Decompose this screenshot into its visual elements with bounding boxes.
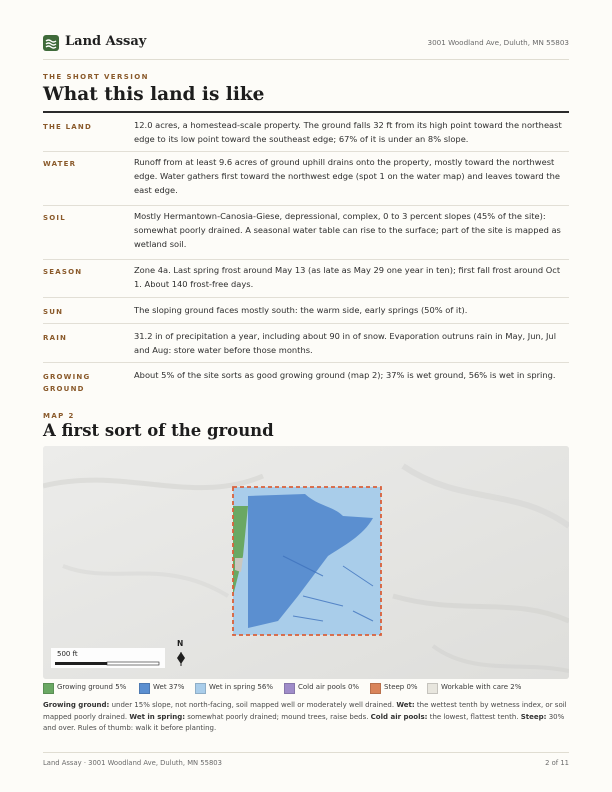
note-text: somewhat poorly drained; mound trees, raise beds. <box>185 712 371 721</box>
legend-swatch <box>139 683 150 694</box>
note-text: the wettest tenth by wetness index, or soil mapped poorly drained. <box>43 701 567 721</box>
page-number: 2 of 11 <box>545 759 569 767</box>
map-notes <box>43 700 569 735</box>
row-label: RAIN <box>43 334 68 342</box>
section-kicker: THE SHORT VERSION <box>43 73 149 81</box>
legend-label: Wet in spring 56% <box>209 683 273 691</box>
legend-label: Steep 0% <box>384 683 418 691</box>
row-label: THE LAND <box>43 123 92 131</box>
legend-label: Wet 37% <box>153 683 185 691</box>
brand-name: Land Assay <box>65 34 147 49</box>
row-text: 31.2 in of precipitation a year, including about 90 in of snow. Evaporation outruns rain in May, Jun, Jul and Aug: store water before those months. <box>134 331 556 356</box>
title-divider <box>43 111 569 113</box>
footer-divider <box>43 752 569 753</box>
row-label: SUN <box>43 308 64 316</box>
row-text: The sloping ground faces mostly south: the warm side, early springs (50% of it). <box>134 305 468 315</box>
legend-swatch <box>370 683 381 694</box>
legend-swatch <box>195 683 206 694</box>
ground-sort-map[interactable] <box>43 446 569 679</box>
property-parcel <box>233 487 381 635</box>
map-title: A first sort of the ground <box>43 421 274 440</box>
scale-label: 500 ft <box>57 650 78 658</box>
legend-swatch <box>284 683 295 694</box>
header-address: 3001 Woodland Ave, Duluth, MN 55803 <box>427 38 569 47</box>
legend-label: Cold air pools 0% <box>298 683 360 691</box>
page <box>43 0 569 792</box>
legend-swatch <box>43 683 54 694</box>
legend-label: Workable with care 2% <box>441 683 522 691</box>
row-divider <box>43 205 569 206</box>
north-label: N <box>177 639 184 648</box>
note-text: under 15% slope, not north-facing, soil mapped well or moderately well drained. <box>109 701 397 709</box>
row-text: About 5% of the site sorts as good growing ground (map 2); 37% is wet ground, 56% is wet in spring. <box>134 370 556 380</box>
row-divider <box>43 151 569 152</box>
note-text: 30% and over. Rules of thumb: walk it before planting. <box>43 712 565 732</box>
row-text: Mostly Hermantown-Canosia-Giese, depressional, complex, 0 to 3 percent slopes (45% of the site): somewhat poorly drained. A seasonal water table can rise to the surface; part of the site is mapped as wetland soil. <box>134 211 561 250</box>
row-divider <box>43 323 569 324</box>
row-text: Runoff from at least 9.6 acres of ground uphill drains onto the property, mostly toward the northwest edge. Water gathers first toward the northwest edge (spot 1 on the water map) and leaves toward the east edge. <box>134 157 560 196</box>
header-divider <box>43 59 569 60</box>
note-term: Steep: <box>520 712 547 721</box>
row-divider <box>43 362 569 363</box>
legend-swatch <box>427 683 438 694</box>
legend-label: Growing ground 5% <box>57 683 127 691</box>
note-text: the lowest, flattest tenth. <box>427 712 521 721</box>
wave-lines-icon <box>43 35 59 51</box>
row-text: Zone 4a. Last spring frost around May 13 (as late as May 29 one year in ten); first fall frost around Oct 1. About 140 frost-free days. <box>134 265 561 290</box>
page-title: What this land is like <box>43 84 265 105</box>
note-term: Growing ground: <box>43 701 110 709</box>
row-label: SEASON <box>43 268 83 276</box>
note-term: Wet: <box>396 701 415 709</box>
map-kicker: MAP 2 <box>43 412 75 420</box>
row-label: GROWING GROUND <box>43 373 91 393</box>
row-label: SOIL <box>43 214 66 222</box>
note-term: Cold air pools: <box>370 712 428 721</box>
note-term: Wet in spring: <box>129 712 186 721</box>
row-divider <box>43 297 569 298</box>
row-label: WATER <box>43 160 77 168</box>
row-divider <box>43 259 569 260</box>
page-header <box>43 34 569 54</box>
row-text: 12.0 acres, a homestead-scale property. The ground falls 32 ft from its high point toward the northeast edge to its low point toward the southeast edge; 67% of it is under an 8% slope. <box>134 120 562 145</box>
footer-address: Land Assay · 3001 Woodland Ave, Duluth, MN 55803 <box>43 759 222 767</box>
map-legend <box>43 682 569 694</box>
